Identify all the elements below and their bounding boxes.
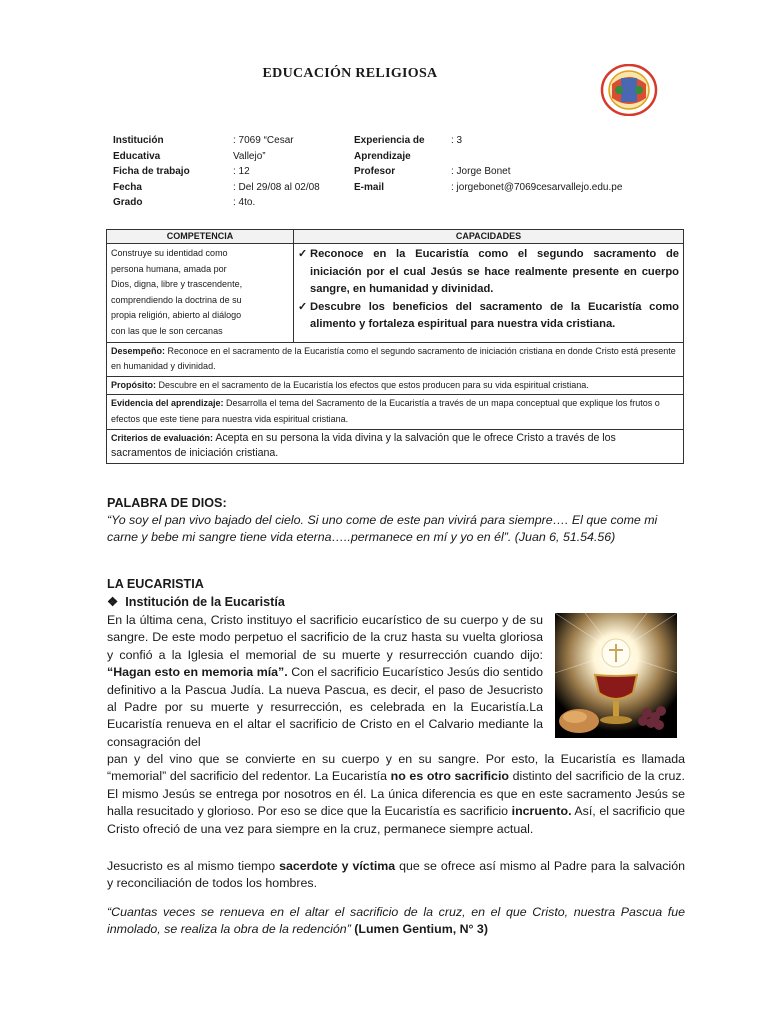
p2-text-2: distinto del sacrificio de la cruz. El mismo Jesús se entrega por nosotros en él. La única diferencia es que en este sacramento Jesús se halla resucitado y glorioso. Por eso se dice que la Eucaristía es sacrificio [107,769,686,819]
quote-reference: (Lumen Gentium, N° 3) [350,922,488,937]
competencia-line: propia religión, abierto al diálogo [111,310,242,321]
paragraph-2 [107,751,685,838]
profesor-label: Profesor [354,166,396,177]
competencia-line: Dios, digna, libre y trascendente, [111,279,243,290]
fecha-label: Fecha [113,181,142,193]
competencia-line: comprendiendo la doctrina de su [111,294,242,305]
info-right-values [451,133,622,195]
experiencia-label: Experiencia de [354,135,425,146]
institucion-value-2: Vallejo” [233,150,266,162]
subheading [107,594,285,611]
ficha-label: Ficha de trabajo [113,166,190,177]
checkmark-icon: ✓ [298,300,308,313]
info-left-labels [113,133,190,211]
email-label: E-mail [354,181,385,193]
competencia-line: persona humana, amada por [111,263,227,274]
p2-bold-1: no es otro sacrificio [390,769,509,784]
page-title: EDUCACIÓN RELIGIOSA [262,66,438,81]
capacidad-item [298,299,679,334]
paragraph-3 [107,858,685,893]
p2-text: pan y del vino que se convierte en su cuerpo y en su sangre. Por esto, la Eucaristía es llamada “memorial” del sacrificio del redentor. La Eucaristía [107,752,685,784]
desempeno-label: Desempeño: [111,345,166,356]
grado-label: Grado [113,197,143,208]
proposito-label: Propósito: [111,379,156,390]
p2-text-3: Así, el sacrificio que Cristo ofreció de una vez para siempre en la cruz, permanece siempre actual. [107,804,685,836]
p1-bold: “Hagan esto en memoria mía”. [107,665,288,680]
capacidad-text: Reconoce en la Eucaristía como el segundo sacramento de iniciación por el cual Jesús se hace realmente presente en cuerpo sangre, en humanidad y divinidad. [310,248,679,295]
competencia-cell [107,244,294,343]
eucharist-image [555,613,677,738]
institucion-value: : 7069 “Cesar [233,135,294,146]
criterios-row [107,429,684,463]
p2-bold-2: incruento. [511,804,572,819]
info-right-labels [354,133,425,195]
capacidades-header: CAPACIDADES [294,230,684,244]
institucion-label-2: Educativa [113,150,161,162]
paragraph-1 [107,612,543,751]
competencias-table [106,229,684,464]
lumen-gentium-quote [107,904,685,939]
evidencia-row [107,395,684,429]
evidencia-label: Evidencia del aprendizaje: [111,398,224,409]
experiencia-value: : 3 [451,135,463,146]
profesor-value: : Jorge Bonet [451,166,511,177]
grado-value: : 4to. [233,197,256,208]
competencia-header: COMPETENCIA [107,230,294,244]
email-value: : jorgebonet@7069cesarvallejo.edu.pe [451,181,623,193]
institucion-subheading: Institución de la Eucaristía [125,595,285,609]
ficha-value: : 12 [233,166,250,177]
diamond-bullet-icon: ❖ [107,595,119,609]
evidencia-text: Desarrolla el tema del Sacramento de la Eucaristía a través de un mapa conceptual que explique los frutos o efectos que este tiene para nuestra vida espiritual cristiana. [111,398,660,424]
p3-bold: sacerdote y víctima [279,859,396,873]
p3-text: Jesucristo es al mismo tiempo [107,859,280,873]
checkmark-icon: ✓ [298,248,308,260]
competencia-line: Construye su identidad como [111,248,228,258]
eucaristia-heading: LA EUCARISTIA [107,577,204,591]
proposito-text: Descubre en el sacramento de la Eucaristía los efectos que estos producen para su vida espiritual cristiana. [156,379,589,390]
palabra-heading: PALABRA DE DIOS: [107,496,227,510]
capacidad-text: Descubre los beneficios del sacramento de la Eucaristía como alimento y fortaleza espiritual para nuestra vida cristiana. [310,300,679,330]
school-logo [600,64,658,116]
palabra-quote: “Yo soy el pan vivo bajado del cielo. Si uno come de este pan vivirá para siempre…. El que come mi carne y bebe mi sangre tiene vida eterna…..permanece en mí y yo en él”. (Juan 6, 51.54.56) [107,513,658,545]
desempeno-row [107,342,684,376]
criterios-label: Criterios de evaluación: [111,432,214,443]
experiencia-label-2: Aprendizaje [354,150,411,162]
desempeno-text: Reconoce en el sacramento de la Eucaristía como el segundo sacramento de iniciación cristiana en donde Cristo está presente en humanidad y divinidad. [111,345,676,372]
criterios-text: Acepta en su persona la vida divina y la salvación que le ofrece Cristo a través de los sacramentos de iniciación cristiana. [111,431,616,460]
info-left-values [233,133,320,211]
p1-text: En la última cena, Cristo instituyo el sacrificio eucarístico de su cuerpo y de su sangre. De este modo perpetuo el sacrificio de la cruz hasta su vuelta gloriosa y confió a la Iglesia el memorial de su muerte y resurrección cuando dijo: [107,613,543,662]
competencia-line: con las que le son cercanas [111,325,223,336]
quote-text: “Cuantas veces se renueva en el altar el sacrificio de la cruz, en el que Cristo, nuestra Pascua fue inmolado, se realiza la obra de la redención” [107,905,685,937]
p3-text-2: que se ofrece así mismo al Padre para la salvación y reconciliación de todos los hombres. [107,859,685,891]
fecha-value: : Del 29/08 al 02/08 [233,181,320,193]
proposito-row [107,376,684,395]
capacidades-cell [294,244,684,343]
p1-text-2: Con el sacrificio Eucarístico Jesús dio sentido definitivo a la Pascua Judía. La nueva Pascua, es decir, el paso de Jesucristo al Padre por su muerte y resurrección, es celebrada en la Eucaristía.La Eucaristía renueva en el altar el sacrificio de Cristo en el Calvario mediante la consagración del [107,665,543,749]
institucion-label: Institución [113,135,164,146]
capacidad-item [298,246,679,299]
